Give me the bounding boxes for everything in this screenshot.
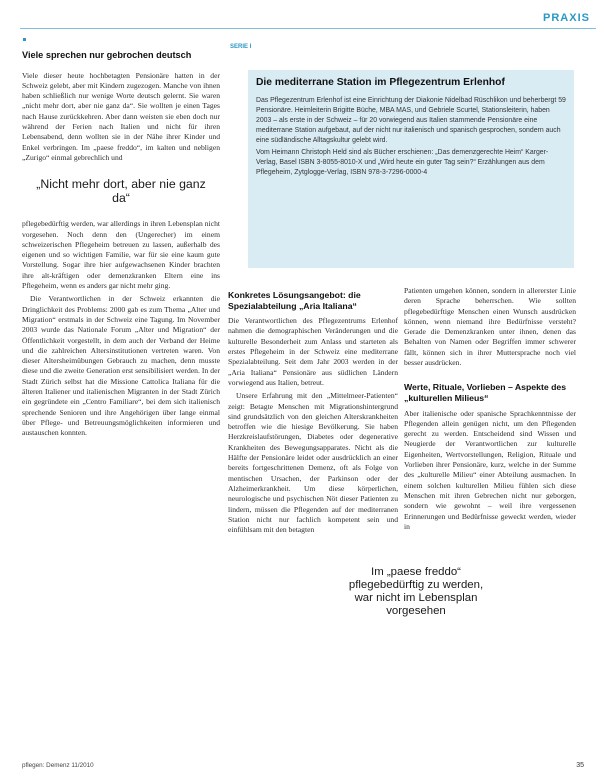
center-pull-quote-box <box>342 566 490 616</box>
left-column <box>22 44 220 744</box>
header-rule <box>20 28 596 29</box>
info-box <box>248 70 574 268</box>
left-pull-quote: „Nicht mehr dort, aber nie ganz da“ <box>36 177 206 206</box>
left-heading: Viele sprechen nur gebrochen deutsch <box>22 50 192 60</box>
info-box-title: Die mediterrane Station im Pflegezentrum Erlenhof <box>256 77 505 88</box>
info-box-books: Vom Heimann Christoph Held sind als Bücher erschienen: „Das demenzgerechte Heim“ Karger-Verlag, Basel ISBN 3-8055-8010-X und „Wird heute ein guter Tag sein?“ Erzählungen aus dem Pflegeheim, Zytglogge-Verlag, ISBN 978-3-7296-0000-4 <box>256 148 549 176</box>
right-column <box>404 286 576 746</box>
left-paragraph-1: Viele dieser heute hochbetagten Pensionäre hatten in der Schweiz gelebt, aber mit Kindern zugezogen. Manche von ihnen haben schließlich nur wenige Worte deutsch gelernt. Sie waren „nicht mehr dort, aber nie ganz da“. Sie wollten je einen Tages nach Hause zurückkehren. Aber dann weisten sie eben doch nur während der Ferien nach Italien und nicht für ihren Lebensabend, denn wollten sie in der Nähe ihrer Kinder und Enkel verbringen. Im „paese freddo“, im kalten und nebligen „Zurigo“ einmal gebrechlich und <box>22 70 220 162</box>
series-kicker: SERIE I <box>230 44 252 50</box>
page-number: 35 <box>576 762 584 769</box>
left-paragraph-3: Die Verantwortlichen in der Schweiz erkannten die Dringlichkeit des Problems: 2000 gab es zum Thema „Alter und Migration“ erstmals in der Schweiz eine Tagung. Im November 2003 wurde das Nationale Forum „Alter und Migration“ der Öffentlichkeit vorgestellt, in dem auch der Verband der Heime und die zahlreichen Altersinstitutionen vertreten waren. Von dieser Altersheimübungen Gebrauch zu machen, denn musste diese und die zweite Generation erst sensibilisiert werden. In der Stadt Zürich selbst hat die Missione Cattolica Italiana für die älteren Italiener und italienischen Migranten in der Stadt Zürich ein gegründete ein „Centro Familiare“, bei dem sich italienisch sprechende Senioren und ihre Angehörigen über lange einmal über Pflege- und Betreuungsmöglichkeiten informieren und austauschen konnten. <box>22 294 220 438</box>
middle-paragraph-2: Unsere Erfahrung mit den „Mittelmeer-Patienten“ zeigt: Betagte Menschen mit Migrationshintergrund sind grundsätzlich von den gleichen Alterskrankheiten betroffen wie die hiesige Bevölkerung. Sie haben Herzkreislaufstörungen, Diabetes oder degenerative Krankheiten des Bewegungsapparates. Nicht als die Hälfte der Pensionäre leidet oder ausdrücklich an einer bereits fortgeschrittenen Demenz, oft als Folge von mentischen Ursachen, der Parkinson oder der Alzheimerkrankheit. Um diese körperlichen, neurologische und psychischen Nöt dieser Patienten zu lindern, müssen die Pflegenden auf der mediterranen Station nicht nur fachlich kompetent sein und einfühlsam mit den betagten <box>228 391 398 535</box>
right-paragraph-1: Patienten umgehen können, sondern in allererster Linie deren Sprache beherrschen. Wie sollten pflegebedürftige Menschen einen Wunsch ausdrücken können, wenn niemand ihre Bedürfnisse versteht? Gerade die Demenzkranken unter ihnen, denen das Behalten von Namen oder Begriffen immer schwerer fällt, können sich in ihrer Muttersprache noch viel besser ausdrücken. <box>404 286 576 368</box>
middle-paragraph-1: Die Verantwortlichen des Pflegezentrums Erlenhof nahmen die demographischen Veränderungen und die kulturelle Besonderheit zum Anlass und starteten als erstes Pflegeheim in der Schweiz eine mediterrane Spezialabteilung. Seit dem Jahr 2003 werden in der „Aria Italiana“ Pensionäre aus südlichen Ländern vorwiegend aus Italien, betreut. <box>228 316 398 387</box>
left-paragraph-2: pflegebedürftig werden, war allerdings in ihren Lebensplan nicht vorgesehen. Noch denn den (Ungerecher) im einem schweizerischen Pflegeheim betreuen zu lassen, außerhalb des eigenen und so wichtigen Familie, war für sie eine kaum gute Vorstellung. Sogar ihre hier aufgewachsenen Kinder brachten ihre alt-kräftigen oder demenzkranken Eltern eine ins Pflegeheim, wenn es anders gar nicht mehr ging. <box>22 219 220 291</box>
center-pull-quote: Im „paese freddo“ pflegebedürftig zu werden, war nicht im Lebensplan vorgesehen <box>348 566 484 617</box>
right-paragraph-2: Aber italienische oder spanische Sprachkenntnisse der Pflegenden allein genügen nicht, um den Pflegenden gerecht zu werden. Entscheidend sind Wissen und Neugierde der Verantwortlichen zur kulturelle Eigenheiten, Wertvorstellungen, Religion, Rituale und Vorlieben ihrer Pensionäre, kurz, welche in der Summe des „kulturelle Milieu“ einer Abteilung ausmachen. In einem solchen kulturellen Milieu fühlen sich diese Menschen mit ihren Gebrechen nicht nur geborgen, sondern wie gewohnt – weil ihre vergessenen Erinnerungen und Bedürfnisse geweckt werden, wieder in <box>404 408 576 531</box>
info-box-text: Das Pflegezentrum Erlenhof ist eine Einrichtung der Diakonie Nidelbad Rüschlikon und beherbergt 59 Pensionäre. Heimleiterin Brigitte Büche, MBA MAS, und Gebriele Scurtel, Stationsleiterin, haben 2003 – als erste in der Schweiz – für 20 vorwiegend aus Italien stammende Pensionäre eine mediterrane Station aufgebaut, auf der nicht nur italienisch und spanisch gesprochen, sondern auch eine südländische Alltagskultur gelebt wird. <box>256 96 566 144</box>
middle-heading: Konkretes Lösungsangebot: die Spezialabteilung „Aria Italiana“ <box>228 290 361 311</box>
middle-column <box>228 286 398 746</box>
journal-footer: pflegen: Demenz 11/2010 <box>22 762 94 769</box>
right-heading: Werte, Rituale, Vorlieben – Aspekte des „kulturellen Milieus“ <box>404 382 567 403</box>
section-label: PRAXIS <box>543 12 590 24</box>
column-marker <box>23 38 26 41</box>
